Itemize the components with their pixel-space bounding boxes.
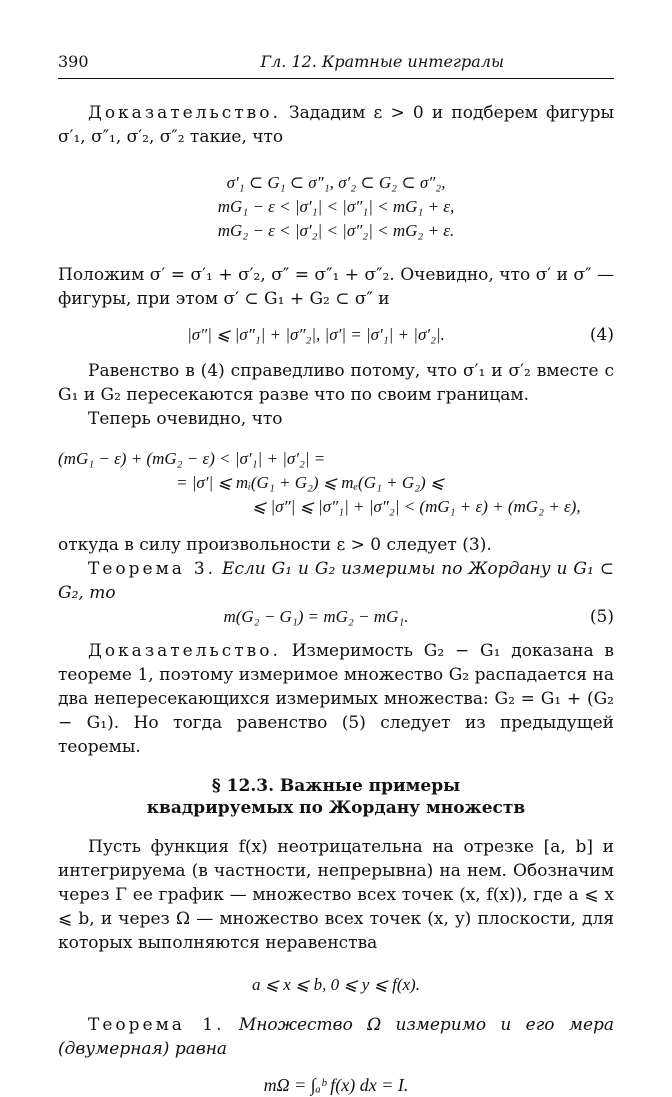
page	[58, 50, 614, 1097]
section-title-line: § 12.3. Важные примеры	[211, 776, 461, 796]
display-system-1	[58, 171, 614, 243]
section-title-line: квадрируемых по Жордану множеств	[146, 798, 526, 818]
inequalities-display: a ⩽ x ⩽ b, 0 ⩽ y ⩽ f(x).	[252, 975, 420, 994]
section-heading	[58, 775, 614, 819]
paragraph: откуда в силу произвольности ε > 0 следует (3).	[58, 535, 492, 555]
proof-paragraph-1	[58, 101, 614, 149]
equation-body: |σ″| ⩽ |σ″₁| + |σ″₂|, |σ′| = |σ′₁| + |σ′₂|.	[187, 325, 445, 344]
equation-4	[58, 323, 614, 347]
paragraph: Равенство в (4) справедливо потому, что σ′₁ и σ′₂ вместе с G₁ и G₂ пересекаются разве что по своим границам.	[58, 361, 614, 405]
chain-line: ⩽ |σ″| ⩽ |σ″₁| + |σ″₂| < (mG₁ + ε) + (mG₂ + ε),	[252, 497, 581, 516]
equation-number: (4)	[589, 325, 614, 345]
page-number: 390	[58, 52, 89, 71]
equation-5	[58, 605, 614, 629]
proof-text: Зададим ε > 0 и подберем фигуры σ′₁, σ″₁, σ′₂, σ″₂ такие, что	[58, 103, 614, 147]
inequality-chain	[58, 447, 614, 519]
theorem-text: Множество Ω измеримо и его мера (двумерная) равна	[58, 1015, 615, 1059]
theorem-1	[58, 1013, 614, 1061]
chain-line: = |σ′| ⩽ mᵢ(G₁ + G₂) ⩽ mₑ(G₁ + G₂) ⩽	[176, 473, 445, 492]
paragraph: Пусть функция f(x) неотрицательна на отрезке [a, b] и интегрируема (в частности, непрерывна) на нем. Обозначим через Γ ее график — множество всех точек (x, f(x)), где a ⩽ x ⩽ b, и через Ω — множество всех точек (x, y) плоскости, для которых выполняются неравенства	[58, 837, 614, 953]
proof-paragraph-2	[58, 639, 614, 759]
paragraph: Положим σ′ = σ′₁ + σ′₂, σ″ = σ″₁ + σ″₂. Очевидно, что σ′ и σ″ — фигуры, при этом σ′ ⊂ G₁ + G₂ ⊂ σ″ и	[58, 265, 614, 309]
proof-label: Доказательство.	[88, 103, 281, 123]
paragraph: Теперь очевидно, что	[88, 409, 283, 429]
equation-body: m(G₂ − G₁) = mG₂ − mG₁.	[223, 607, 409, 626]
theorem-label: Теорема 1.	[88, 1015, 225, 1035]
proof-text: Измеримость G₂ − G₁ доказана в теореме 1, поэтому измеримое множество G₂ распадается на два непересекающихся измеримых множества: G₂ = G₁ + (G₂ − G₁). Но тогда равенство (5) следует из предыдущей теоремы.	[58, 641, 614, 757]
theorem-label: Теорема 3.	[88, 559, 217, 579]
proof-label: Доказательство.	[88, 641, 281, 661]
display-line: mG₁ − ε < |σ′₁| < |σ″₁| < mG₁ + ε,	[217, 197, 455, 216]
running-header	[58, 50, 614, 79]
chain-line: (mG₁ − ε) + (mG₂ − ε) < |σ′₁| + |σ′₂| =	[58, 449, 326, 468]
display-line: σ′₁ ⊂ G₁ ⊂ σ″₁, σ′₂ ⊂ G₂ ⊂ σ″₂,	[226, 173, 446, 192]
integral-equation: mΩ = ∫ₐᵇ f(x) dx = I.	[263, 1075, 409, 1095]
chapter-title: Гл. 12. Кратные интегралы	[260, 52, 504, 71]
display-line: mG₂ − ε < |σ′₂| < |σ″₂| < mG₂ + ε.	[217, 221, 455, 240]
theorem-3	[58, 557, 614, 605]
theorem-text: Если G₁ и G₂ измеримы по Жордану и G₁ ⊂ G₂, то	[58, 559, 614, 603]
equation-number: (5)	[589, 607, 614, 627]
